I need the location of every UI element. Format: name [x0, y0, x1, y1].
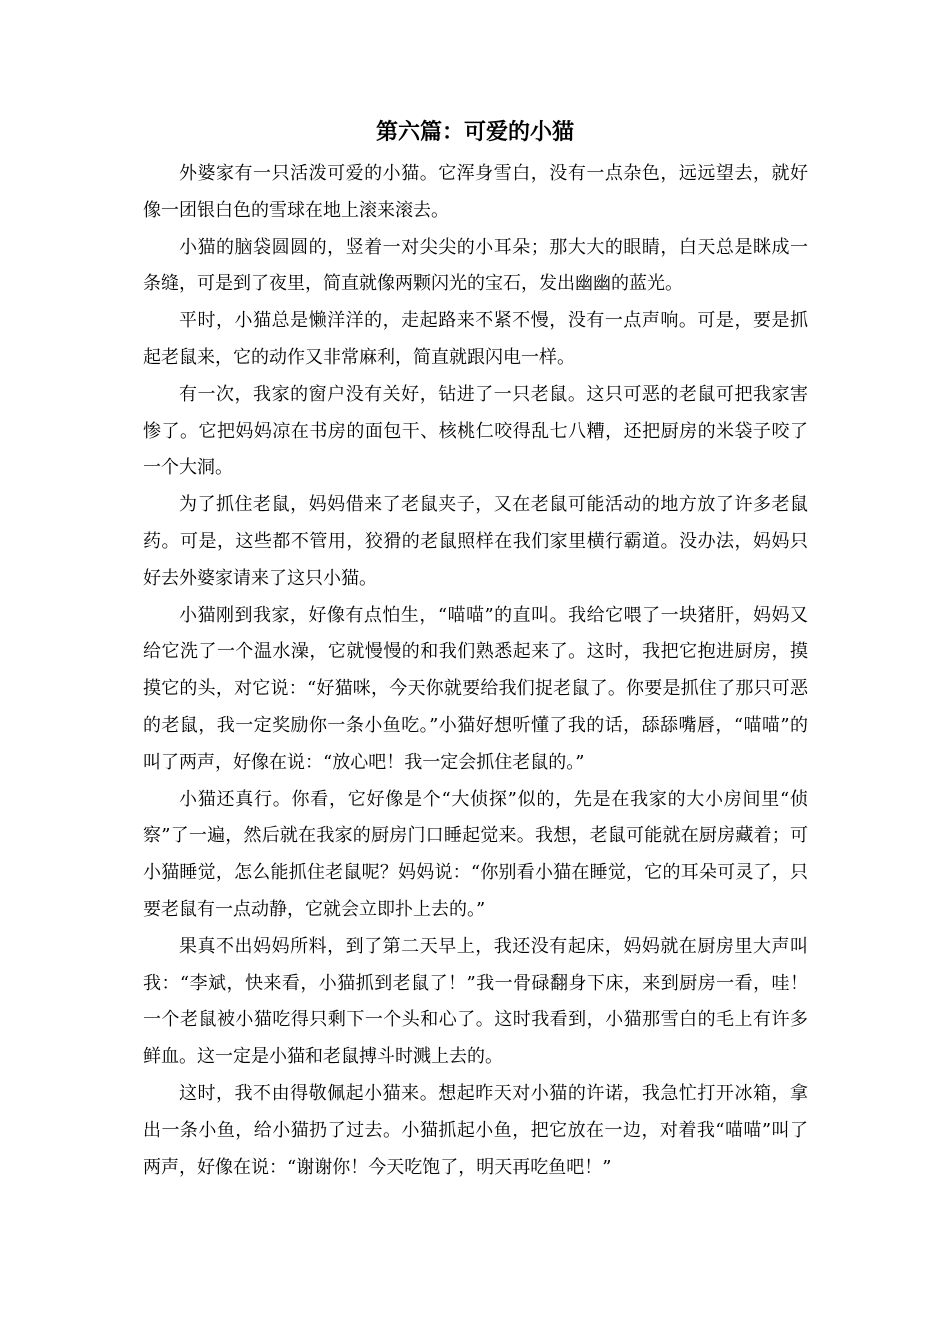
- paragraph-7: 小猫还真行。你看，它好像是个“大侦探”似的，先是在我家的大小房间里“侦察”了一遍，然后就在我家的厨房门口睡起觉来。我想，老鼠可能就在厨房藏着；可小猫睡觉，怎么能抓住老鼠呢？妈妈说：“你别看小猫在睡觉，它的耳朵可灵了，只要老鼠有一点动静，它就会立即扑上去的。”: [143, 788, 808, 920]
- paragraph-1: 外婆家有一只活泼可爱的小猫。它浑身雪白，没有一点杂色，远远望去，就好像一团银白色的雪球在地上滚来滚去。: [143, 163, 808, 221]
- paragraph-8: 果真不出妈妈所料，到了第二天早上，我还没有起床，妈妈就在厨房里大声叫我：“李斌，快来看，小猫抓到老鼠了！”我一骨碌翻身下床，来到厨房一看，哇！一个老鼠被小猫吃得只剩下一个头和心了。这时我看到，小猫那雪白的毛上有许多鲜血。这一定是小猫和老鼠搏斗时溅上去的。: [143, 935, 808, 1068]
- paragraph-5: 为了抓住老鼠，妈妈借来了老鼠夹子，又在老鼠可能活动的地方放了许多老鼠药。可是，这些都不管用，狡猾的老鼠照样在我们家里横行霸道。没办法，妈妈只好去外婆家请来了这只小猫。: [143, 494, 808, 589]
- paragraph-4: 有一次，我家的窗户没有关好，钻进了一只老鼠。这只可恶的老鼠可把我家害惨了。它把妈妈凉在书房的面包干、核桃仁咬得乱七八糟，还把厨房的米袋子咬了一个大洞。: [143, 383, 808, 479]
- document-body: [143, 156, 808, 1186]
- paragraph-3: 平时，小猫总是懒洋洋的，走起路来不紧不慢，没有一点声响。可是，要是抓起老鼠来，它的动作又非常麻利，简直就跟闪电一样。: [143, 310, 808, 368]
- document-title: 第六篇：可爱的小猫: [375, 119, 574, 145]
- paragraph-6: 小猫刚到我家，好像有点怕生，“喵喵”的直叫。我给它喂了一块猪肝，妈妈又给它洗了一个温水澡，它就慢慢的和我们熟悉起来了。这时，我把它抱进厨房，摸摸它的头，对它说：“好猫咪，今天你就要给我们捉老鼠了。你要是抓住了那只可恶的老鼠，我一定奖励你一条小鱼吃。”小猫好想听懂了我的话，舔舔嘴唇，“喵喵”的叫了两声，好像在说：“放心吧！我一定会抓住老鼠的。”: [143, 604, 808, 773]
- paragraph-9: 这时，我不由得敬佩起小猫来。想起昨天对小猫的许诺，我急忙打开冰箱，拿出一条小鱼，给小猫扔了过去。小猫抓起小鱼，把它放在一边，对着我“喵喵”叫了两声，好像在说：“谢谢你！今天吃饱了，明天再吃鱼吧！”: [143, 1082, 808, 1178]
- paragraph-2: 小猫的脑袋圆圆的，竖着一对尖尖的小耳朵；那大大的眼睛，白天总是眯成一条缝，可是到了夜里，简直就像两颗闪光的宝石，发出幽幽的蓝光。: [143, 236, 808, 295]
